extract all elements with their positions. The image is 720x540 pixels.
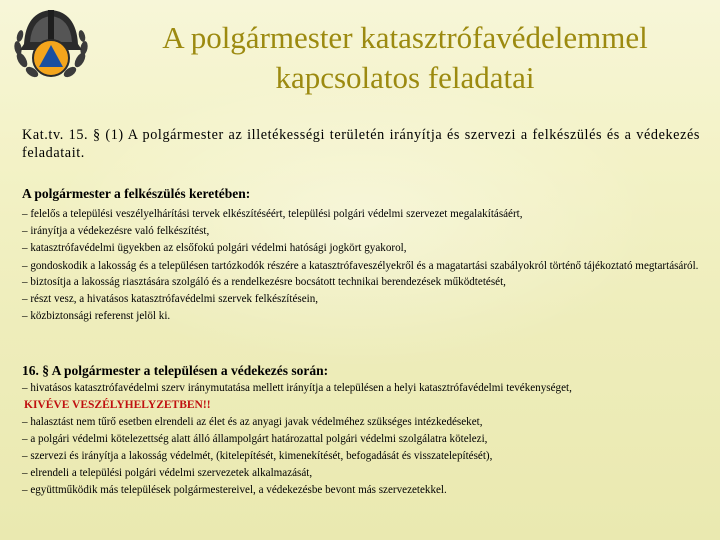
preparation-heading: A polgármester a felkészülés keretében: [22, 186, 251, 201]
page-title [90, 18, 720, 98]
defense-list-after [22, 414, 702, 499]
list-item: – a polgári védelmi kötelezettség alatt álló állampolgárt határozattal polgári védelmi szolgálatra kötelezi, [22, 433, 488, 445]
title-line-2: kapcsolatos feladatai [275, 60, 535, 95]
civil-protection-emblem-icon [8, 4, 94, 90]
exception-warning: KIVÉVE VESZÉLYHELYZETBEN!! [24, 399, 211, 411]
list-item: – hivatásos katasztrófavédelmi szerv iránymutatása mellett irányítja a településen a helyi katasztrófavédelmi tevékenységet, [22, 382, 572, 394]
list-item: – gondoskodik a lakosság és a településen tartózkodók részére a katasztrófaveszélyekről és a magatartási szabályokról történő tájékoztató megtartásáról. [22, 260, 699, 272]
list-item: – elrendeli a települési polgári védelmi szervezetek alkalmazását, [22, 467, 313, 479]
list-item: – szervezi és irányítja a lakosság védelmét, (kitelepítését, kimenekítését, befogadását és visszatelepítését), [22, 450, 493, 462]
defense-heading: 16. § A polgármester a településen a védekezés során: [22, 363, 329, 378]
list-item: – közbiztonsági referenst jelöl ki. [22, 310, 171, 322]
list-item: – részt vesz, a hivatásos katasztrófavédelmi szervek felkészítésein, [22, 293, 319, 305]
list-item: – biztosítja a lakosság riasztására szolgáló és a rendelkezésre bocsátott technikai berendezések működtetését, [22, 276, 506, 288]
list-item: – halasztást nem tűrő esetben elrendeli az élet és az anyagi javak védelméhez szükséges intézkedéseket, [22, 416, 483, 428]
title-line-1: A polgármester katasztrófavédelemmel [162, 20, 648, 55]
list-item: – felelős a települési veszélyelhárítási tervek elkészítéséért, települési polgári védelmi szervezet megalakításáért, [22, 208, 523, 220]
defense-list-before [22, 380, 702, 397]
list-item: – irányítja a védekezésre való felkészítést, [22, 225, 210, 237]
preparation-list [22, 206, 702, 325]
list-item: – együttműködik más települések polgármestereivel, a védekezésbe bevont más szervezetekkel. [22, 484, 447, 496]
intro-paragraph: Kat.tv. 15. § (1) A polgármester az illetékességi területén irányítja és szervezi a felkészülés és a védekezés feladatait. [22, 127, 700, 161]
list-item: – katasztrófavédelmi ügyekben az elsőfokú polgári védelmi hatósági jogkört gyakorol, [22, 242, 407, 254]
